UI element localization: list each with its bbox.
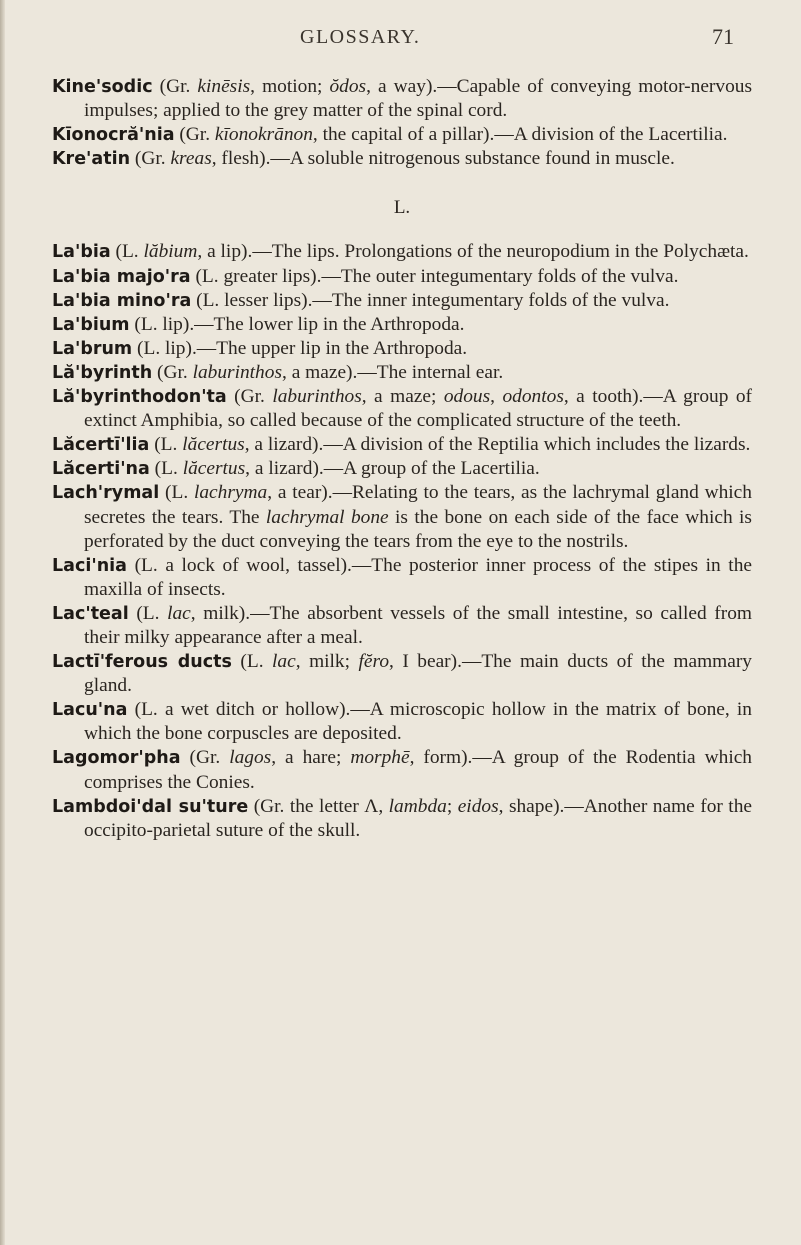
entry-headword: Lacu'na bbox=[52, 700, 128, 721]
page-header bbox=[0, 22, 801, 52]
glossary-entry bbox=[52, 123, 752, 147]
glossary-entry bbox=[52, 650, 752, 698]
entry-headword: Lactī'ferous ducts bbox=[52, 652, 232, 673]
glossary-entry bbox=[52, 265, 752, 289]
section-letter-heading: L. bbox=[393, 197, 411, 219]
glossary-entry bbox=[52, 361, 752, 385]
glossary-entries bbox=[52, 75, 752, 843]
entry-definition: (L. lachryma, a tear).—Relating to the tears, as the lachrymal gland which secretes the tears. The lachrymal bone is the bone on each side of the face which is perforated by the duct conveying the tears from the eye to the nostrils. bbox=[84, 482, 752, 552]
running-head: GLOSSARY. bbox=[300, 26, 421, 48]
entry-headword: Kine'sodic bbox=[52, 77, 153, 97]
glossary-entry bbox=[52, 337, 752, 361]
glossary-entry bbox=[52, 481, 752, 553]
entry-headword: Lă'byrinthodon'ta bbox=[52, 387, 227, 408]
glossary-entry bbox=[52, 795, 752, 843]
entry-definition: (L. lip).—The upper lip in the Arthropoda. bbox=[132, 337, 468, 359]
entry-headword: Kre'atin bbox=[52, 149, 131, 170]
entry-definition: (Gr. laburinthos, a maze).—The internal ear. bbox=[152, 361, 504, 383]
entry-definition: (L. lip).—The lower lip in the Arthropoda. bbox=[129, 313, 465, 335]
glossary-entry bbox=[52, 240, 752, 264]
entry-definition: (L. lac, milk; fĕro, I bear).—The main ducts of the mammary gland. bbox=[84, 651, 753, 697]
entry-definition: (L. lăcertus, a lizard).—A division of the Reptilia which includes the lizards. bbox=[149, 434, 751, 456]
glossary-entry bbox=[52, 457, 752, 481]
entry-headword: Lăcerti'na bbox=[52, 459, 150, 480]
entry-definition: (L. greater lips).—The outer integumentary folds of the vulva. bbox=[190, 265, 679, 287]
entry-definition: (L. a lock of wool, tassel).—The posterior inner process of the stipes in the maxilla of insects. bbox=[84, 554, 752, 600]
entries-l-section bbox=[52, 240, 752, 842]
entry-headword: Lă'byrinth bbox=[52, 362, 153, 383]
glossary-entry bbox=[52, 602, 752, 650]
entry-headword: La'bia bbox=[52, 242, 111, 263]
entry-headword: La'bium bbox=[52, 314, 130, 335]
entry-headword: La'bia majo'ra bbox=[52, 266, 191, 287]
entry-definition: (Gr. kinēsis, motion; ŏdos, a way).—Capable of conveying motor-nervous impulses; applied to the grey matter of the spinal cord. bbox=[84, 76, 753, 122]
entry-definition: (L. lesser lips).—The inner integumentary folds of the vulva. bbox=[191, 289, 670, 311]
entry-definition: (L. lac, milk).—The absorbent vessels of the small intestine, so called from their milky appearance after a meal. bbox=[84, 602, 752, 648]
entry-definition: (Gr. kreas, flesh).—A soluble nitrogenous substance found in muscle. bbox=[130, 148, 675, 170]
entry-definition: (L. a wet ditch or hollow).—A microscopic hollow in the matrix of bone, in which the bone corpuscles are deposited. bbox=[84, 699, 752, 745]
entries-k-section bbox=[52, 75, 752, 171]
glossary-entry bbox=[52, 746, 752, 794]
entry-definition: (Gr. laburinthos, a maze; odous, odontos, a tooth).—A group of extinct Amphibia, so called because of the complicated structure of the teeth. bbox=[84, 386, 752, 432]
entry-headword: Laci'nia bbox=[52, 555, 127, 576]
entry-headword: La'bia mino'ra bbox=[52, 290, 192, 311]
glossary-entry bbox=[52, 147, 752, 171]
glossary-entry bbox=[52, 75, 752, 123]
entry-definition: (Gr. kīonokrānon, the capital of a pillar).—A division of the Lacertilia. bbox=[174, 124, 728, 146]
entry-definition: (L. lăbium, a lip).—The lips. Prolongations of the neuropodium in the Polychæta. bbox=[110, 241, 749, 263]
entry-headword: La'brum bbox=[52, 338, 133, 359]
entry-headword: Kīonocră'nia bbox=[52, 125, 175, 146]
entry-headword: Lach'rymal bbox=[52, 483, 160, 504]
glossary-entry bbox=[52, 313, 752, 337]
entry-headword: Lăcertī'lia bbox=[52, 435, 150, 456]
entry-headword: Lac'teal bbox=[52, 603, 129, 624]
glossary-entry bbox=[52, 554, 752, 602]
entry-definition: (L. lăcertus, a lizard).—A group of the Lacertilia. bbox=[149, 458, 540, 480]
entry-headword: Lambdoi'dal su'ture bbox=[52, 796, 249, 817]
entry-definition: (Gr. the letter Λ, lambda; eidos, shape).—Another name for the occipito-parietal suture of the skull. bbox=[84, 795, 752, 841]
entry-definition: (Gr. lagos, a hare; morphē, form).—A group of the Rodentia which comprises the Conies. bbox=[84, 747, 753, 793]
page-number: 71 bbox=[712, 24, 734, 49]
glossary-entry bbox=[52, 289, 752, 313]
glossary-entry bbox=[52, 385, 752, 433]
glossary-entry bbox=[52, 698, 752, 746]
entry-headword: Lagomor'pha bbox=[52, 748, 181, 769]
glossary-entry bbox=[52, 433, 752, 457]
